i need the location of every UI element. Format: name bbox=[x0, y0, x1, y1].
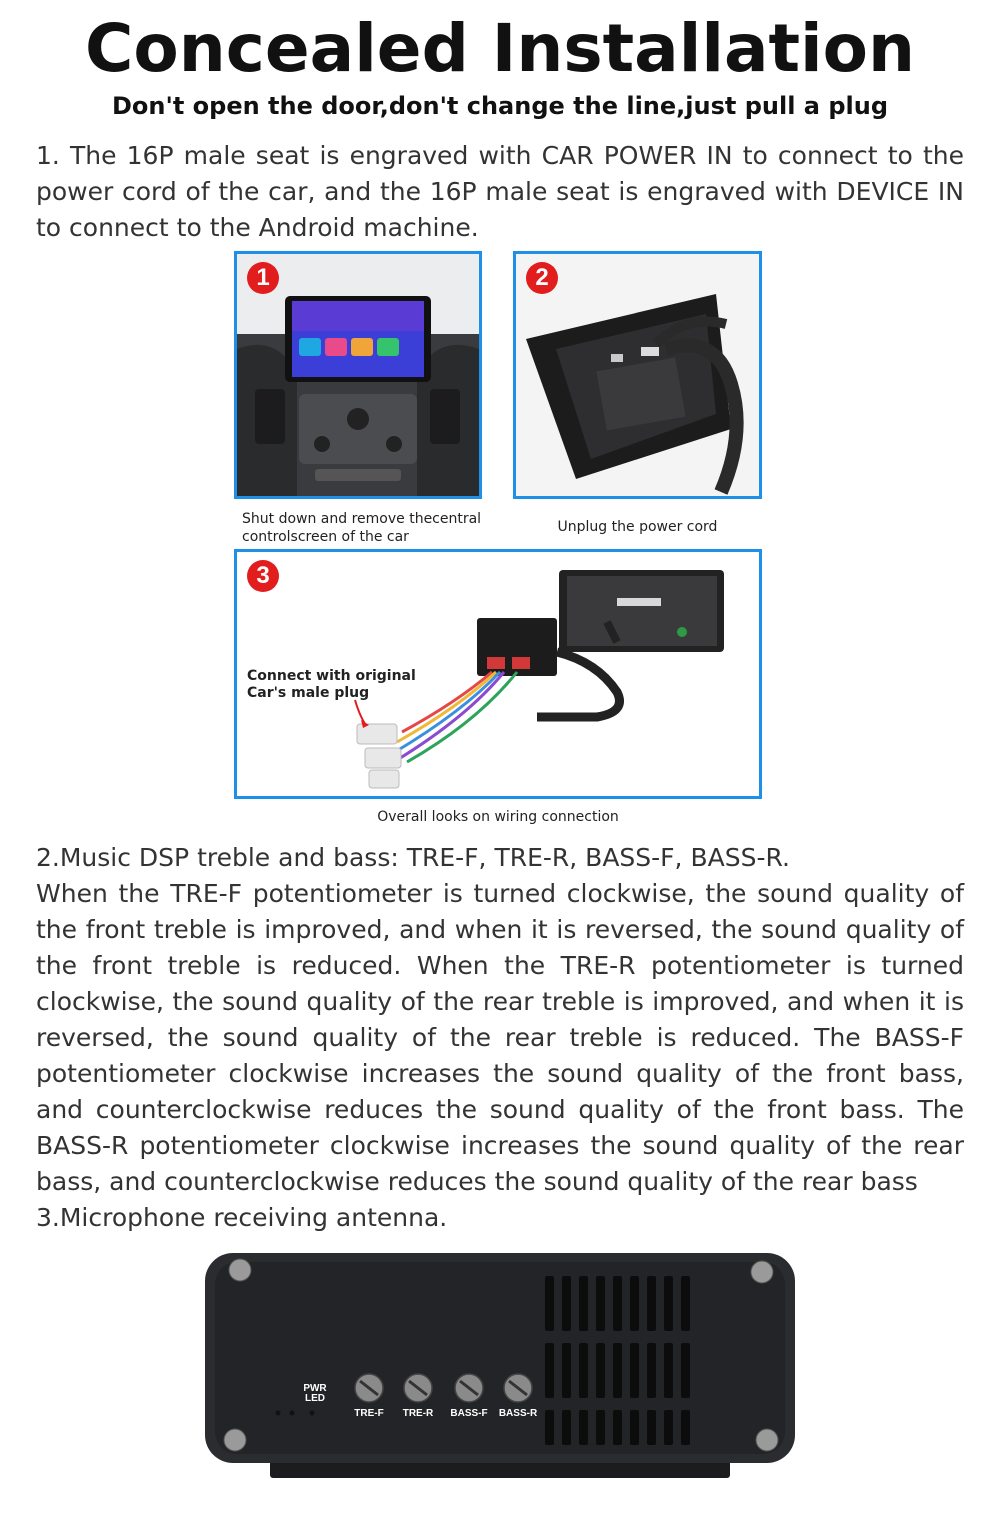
pwr-label: PWR bbox=[303, 1383, 327, 1394]
led-label: LED bbox=[305, 1393, 325, 1404]
caption-step3: Overall looks on wiring connection bbox=[377, 809, 619, 825]
car-dashboard-photo bbox=[237, 254, 479, 496]
knob-label-tre-r: TRE-R bbox=[402, 1408, 434, 1419]
callout-line1: Connect with original bbox=[247, 668, 416, 684]
step1-text: 1. The 16P male seat is engraved with CAR POWER IN to connect to the power cord of the car, and the 16P male seat is engraved with DEVICE IN to connect to the Android machine. bbox=[36, 141, 964, 242]
headunit-back-photo bbox=[516, 254, 759, 496]
panel-wiring bbox=[234, 549, 762, 799]
callout-connect bbox=[247, 668, 416, 702]
panel-remove-screen bbox=[234, 251, 482, 499]
page-subtitle: Don't open the door,don't change the line,just pull a plug bbox=[111, 92, 888, 120]
step2-heading: 2.Music DSP treble and bass: TRE-F, TRE-R, BASS-F, BASS-R. bbox=[36, 843, 790, 872]
page-title: Concealed Installation bbox=[85, 10, 915, 87]
knob-label-bass-f: BASS-F bbox=[450, 1408, 488, 1419]
step-badge-1: 1 bbox=[247, 262, 279, 294]
step2-body: When the TRE-F potentiometer is turned clockwise, the sound quality of the front treble is improved, and when it is reversed, the sound quality of the front treble is reduced. When the TRE-R potentiometer is turned clockwise, the sound quality of the rear treble is improved, and when it is reversed, the sound quality of the rear treble is reduced. The BASS-F potentiometer clockwise increases the sound quality of the front bass, and counterclockwise reduces the sound quality of the front bass. The BASS-R potentiometer clockwise increases the sound quality of the rear bass, and counterclockwise reduces the sound quality of the rear bass bbox=[36, 879, 964, 1196]
step-badge-3: 3 bbox=[247, 560, 279, 592]
caption-step1: Shut down and remove thecentral controlscreen of the car bbox=[242, 511, 482, 545]
step-badge-2: 2 bbox=[526, 262, 558, 294]
panel-unplug bbox=[513, 251, 762, 499]
caption-step2: Unplug the power cord bbox=[557, 519, 718, 535]
dsp-device-photo bbox=[200, 1248, 800, 1510]
step2-section bbox=[36, 840, 964, 1236]
knob-label-tre-f: TRE-F bbox=[354, 1408, 384, 1419]
step3-heading: 3.Microphone receiving antenna. bbox=[36, 1203, 448, 1232]
callout-line2: Car's male plug bbox=[247, 685, 370, 701]
knob-label-bass-r: BASS-R bbox=[498, 1408, 538, 1419]
